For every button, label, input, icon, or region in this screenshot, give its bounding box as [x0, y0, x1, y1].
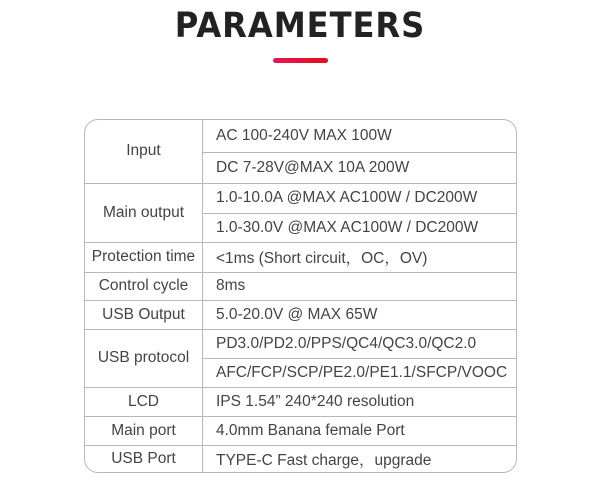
row-label: Protection time [85, 242, 203, 272]
row-value: 1.0-10.0A @MAX AC100W / DC200W [203, 183, 517, 213]
row-label: USB Output [85, 300, 203, 329]
row-label: USB protocol [85, 329, 203, 387]
row-value: IPS 1.54” 240*240 resolution [203, 387, 517, 416]
row-value: AFC/FCP/SCP/PE2.0/PE1.1/SFCP/VOOC [203, 358, 517, 387]
row-label: Control cycle [85, 272, 203, 300]
table-row [85, 387, 516, 416]
row-label: Input [85, 120, 203, 183]
row-value: 4.0mm Banana female Port [203, 416, 517, 445]
table-row [85, 329, 516, 358]
row-label: LCD [85, 387, 203, 416]
row-value: 1.0-30.0V @MAX AC100W / DC200W [203, 213, 517, 242]
table-row [85, 416, 516, 445]
page-title: PARAMETERS [174, 6, 426, 46]
parameters-table [84, 119, 517, 473]
table-row [85, 300, 516, 329]
row-label: Main port [85, 416, 203, 445]
table-row [85, 120, 516, 152]
table-row [85, 272, 516, 300]
row-label: Main output [85, 183, 203, 242]
table-row [85, 183, 516, 213]
row-value: AC 100-240V MAX 100W [203, 120, 517, 152]
row-value: 8ms [203, 272, 517, 300]
row-value: TYPE-C Fast charge，upgrade [203, 445, 517, 473]
row-label: USB Port [85, 445, 203, 473]
title-underline-accent [273, 58, 328, 63]
row-value: PD3.0/PD2.0/PPS/QC4/QC3.0/QC2.0 [203, 329, 517, 358]
table-row [85, 242, 516, 272]
row-value: <1ms (Short circuit，OC，OV) [203, 242, 517, 272]
table-row [85, 445, 516, 473]
row-value: 5.0-20.0V @ MAX 65W [203, 300, 517, 329]
row-value: DC 7-28V@MAX 10A 200W [203, 152, 517, 183]
